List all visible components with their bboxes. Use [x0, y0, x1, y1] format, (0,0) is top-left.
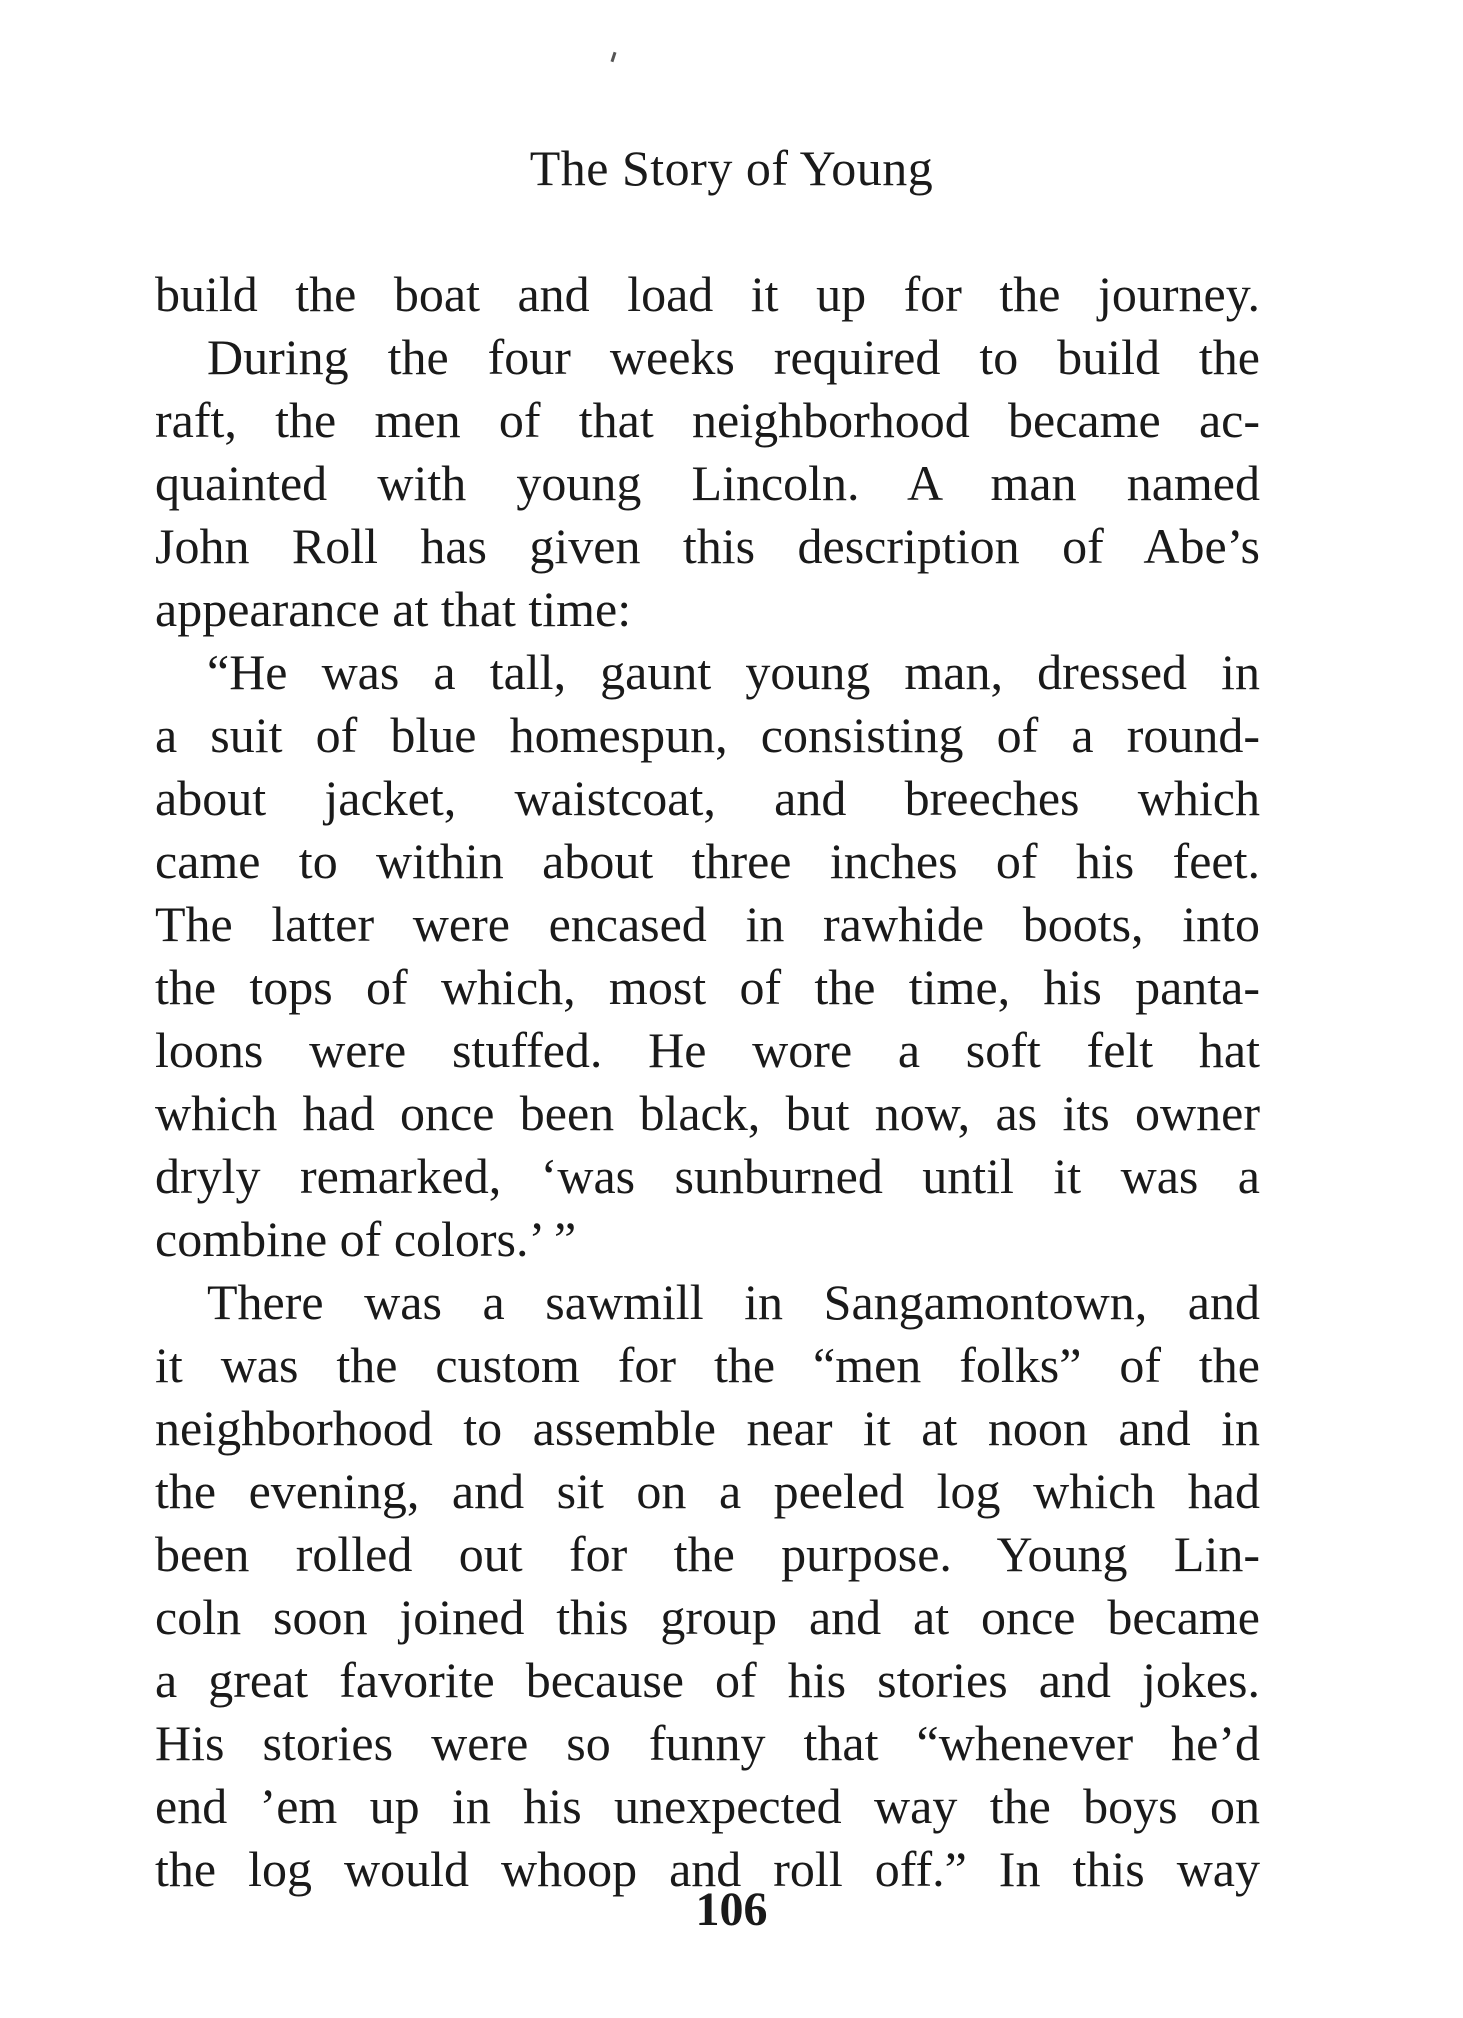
- text-line: raft, the men of that neighborhood became ac-: [155, 392, 1260, 448]
- text-line: appearance at that time:: [155, 581, 632, 637]
- text-line: There was a sawmill in Sangamontown, and: [207, 1274, 1260, 1330]
- text-line: the tops of which, most of the time, his panta-: [155, 959, 1260, 1015]
- text-line: combine of colors.’ ”: [155, 1211, 577, 1267]
- text-line: John Roll has given this description of Abe’s: [155, 518, 1260, 574]
- text-line: coln soon joined this group and at once became: [155, 1589, 1260, 1645]
- text-line: dryly remarked, ‘was sunburned until it was a: [155, 1148, 1260, 1204]
- text-line: the log would whoop and roll off.” In this way: [155, 1841, 1260, 1897]
- body-text: [155, 263, 1260, 1901]
- print-speck: [611, 52, 617, 62]
- text-line: a suit of blue homespun, consisting of a round-: [155, 707, 1260, 763]
- page-number: 106: [695, 1883, 768, 1936]
- text-line: quainted with young Lincoln. A man named: [155, 455, 1260, 511]
- text-line: been rolled out for the purpose. Young Lin-: [155, 1526, 1260, 1582]
- text-line: end ’em up in his unexpected way the boys on: [155, 1778, 1260, 1834]
- text-line: it was the custom for the “men folks” of the: [155, 1337, 1260, 1393]
- text-line: which had once been black, but now, as its owner: [155, 1085, 1260, 1141]
- text-line: a great favorite because of his stories and jokes.: [155, 1652, 1260, 1708]
- text-line: loons were stuffed. He wore a soft felt hat: [155, 1022, 1260, 1078]
- text-line: His stories were so funny that “whenever he’d: [155, 1715, 1260, 1771]
- text-line: about jacket, waistcoat, and breeches which: [155, 770, 1260, 826]
- running-head: The Story of Young: [529, 140, 934, 196]
- text-line: build the boat and load it up for the journey.: [155, 266, 1260, 322]
- text-line: came to within about three inches of his feet.: [155, 833, 1260, 889]
- text-line: the evening, and sit on a peeled log which had: [155, 1463, 1260, 1519]
- text-line: neighborhood to assemble near it at noon and in: [155, 1400, 1260, 1456]
- text-line: The latter were encased in rawhide boots, into: [155, 896, 1260, 952]
- text-line: “He was a tall, gaunt young man, dressed in: [207, 644, 1260, 700]
- text-line: During the four weeks required to build the: [207, 329, 1260, 385]
